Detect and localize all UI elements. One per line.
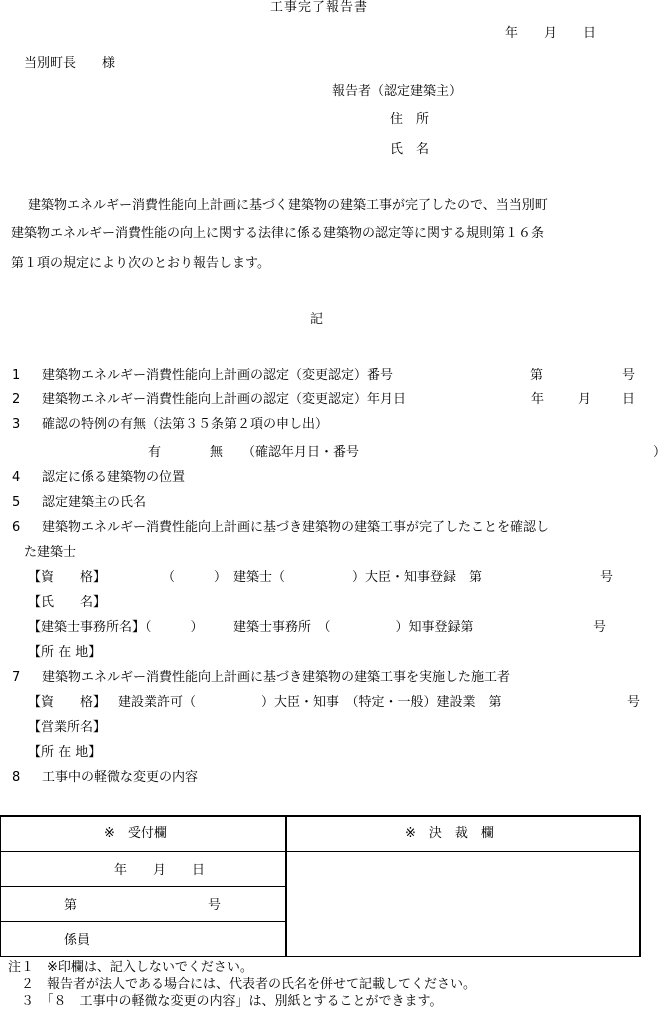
item-3-confirm: （確認年月日・番号 [242,445,360,460]
addressee: 当別町長 様 [24,56,116,71]
item-7-business-label: 【営業所名】 [28,720,107,735]
item-7-qualification-label: 【資 格】 [28,695,107,710]
item-6-qualification-label: 【資 格】 [28,570,107,585]
item-2-number: 2 [12,392,21,407]
item-6-registration: ）大臣・知事登録 第 [352,570,483,585]
item-1-text: 建築物エネルギー消費性能向上計画の認定（変更認定）番号 [42,368,394,383]
item-3-text: 確認の特例の有無（法第３５条第２項の申し出） [42,417,329,432]
reception-header: ※ 受付欄 [104,826,167,841]
note-1: 注１ ※印欄は、記入しないでください。 [8,960,253,975]
note-3: ３ 「８ 工事中の軽微な変更の内容」は、別紙とすることができます。 [8,994,443,1009]
intro-line-2: 建築物エネルギー消費性能の向上に関する法律に係る建築物の認定等に関する規則第１６条 [11,226,545,241]
ki-heading: 記 [310,312,324,327]
item-6-location-label: 【所 在 地】 [28,645,102,660]
item-4-number: 4 [12,470,21,485]
reporter-label: 報告者（認定建築主） [332,84,463,99]
reception-table [0,815,641,957]
item-7-number: 7 [12,670,21,685]
reception-date: 年 月 日 [114,863,206,878]
date-line: 年 月 日 [505,26,597,41]
reception-number-dai: 第 [64,898,78,913]
address-label: 住 所 [390,112,430,127]
item-2-month: 月 [578,392,592,407]
item-6-continuation: た建築士 [24,545,77,560]
item-8-text: 工事中の軽微な変更の内容 [42,770,199,785]
decision-header: ※ 決 裁 欄 [405,826,494,841]
item-6-office-label: 【建築士事務所名】（ ） [28,620,204,635]
item-3-no: 無 [210,445,224,460]
item-2-day: 日 [622,392,636,407]
item-1-go: 号 [622,368,636,383]
item-7-license-go: 号 [627,695,641,710]
item-6-architect: 建築士（ [233,570,286,585]
item-6-office-go: 号 [593,620,607,635]
reception-staff: 係員 [64,933,91,948]
intro-line-3: 第１項の規定により次のとおり報告します。 [11,256,270,271]
item-6-qualification-class: （ ） [162,570,228,585]
item-3-close-paren: ） [653,445,666,460]
item-5-number: 5 [12,495,21,510]
item-5-text: 認定建築主の氏名 [42,495,147,510]
item-2-text: 建築物エネルギー消費性能向上計画の認定（変更認定）年月日 [42,392,407,407]
document-title: 工事完了報告書 [270,0,369,15]
item-6-name-label: 【氏 名】 [28,595,107,610]
item-7-text: 建築物エネルギー消費性能向上計画に基づき建築物の建築工事を実施した施工者 [42,670,511,685]
item-6-number: 6 [12,520,21,535]
item-6-registration-go: 号 [600,570,614,585]
item-7-license: 建設業許可（ ）大臣・知事 （特定・一般）建設業 第 [118,695,502,710]
name-label: 氏 名 [390,142,430,157]
intro-line-1: 建築物エネルギー消費性能向上計画に基づく建築物の建築工事が完了したので、当当別町 [28,198,548,213]
reception-number-go: 号 [208,898,222,913]
item-3-number: 3 [12,417,21,432]
item-7-location-label: 【所 在 地】 [28,745,102,760]
item-1-dai: 第 [530,368,544,383]
item-4-text: 認定に係る建築物の位置 [42,470,186,485]
item-8-number: 8 [12,770,21,785]
item-3-yes: 有 [148,445,162,460]
item-6-office: 建築士事務所 （ ）知事登録第 [233,620,474,635]
item-6-text: 建築物エネルギー消費性能向上計画に基づき建築物の建築工事が完了したことを確認し [42,520,550,535]
item-1-number: 1 [12,368,21,383]
item-2-year: 年 [531,392,545,407]
note-2: ２ 報告者が法人である場合には、代表者の氏名を併せて記載してください。 [8,977,477,992]
